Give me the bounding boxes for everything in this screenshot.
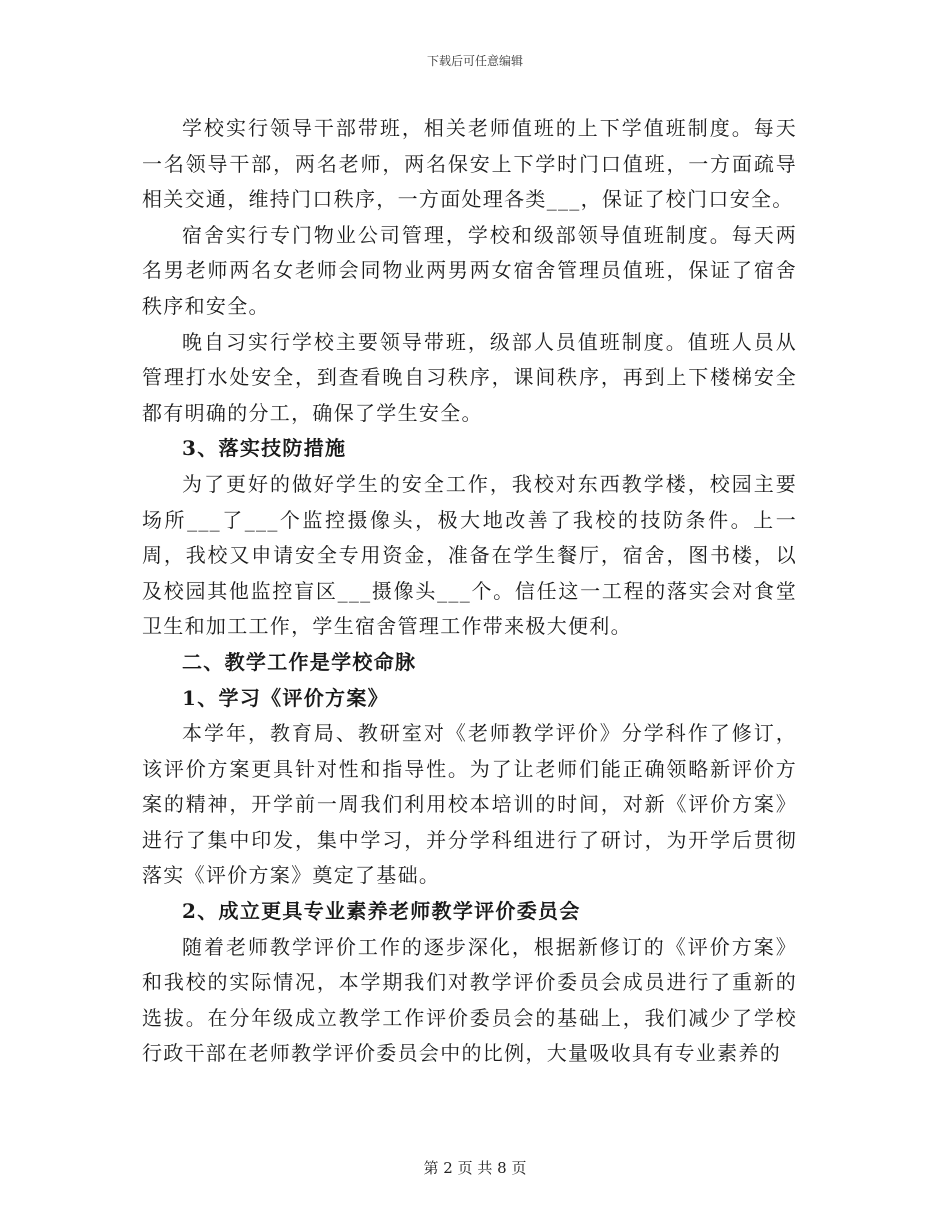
page-number: 第 2 页 共 8 页 xyxy=(423,1159,527,1177)
paragraph-duty-gate: 学校实行领导干部带班，相关老师值班的上下学值班制度。每天一名领导干部，两名老师，两名保安上下学时门口值班，一方面疏导相关交通，维持门口秩序，一方面处理各类___，保证了校门口安全。 xyxy=(142,116,797,212)
paragraph-evaluation-committee: 随着老师教学评价工作的逐步深化，根据新修订的《评价方案》和我校的实际情况，本学期我们对教学评价委员会成员进行了重新的选拔。在分年级成立教学工作评价委员会的基础上，我们减少了学校行政干部在老师教学评价委员会中的比例，大量吸收具有专业素养的 xyxy=(142,934,797,1066)
page-header-note: 下载后可任意编辑 xyxy=(426,54,523,68)
heading-teaching-work: 二、教学工作是学校命脉 xyxy=(182,649,417,674)
heading-evaluation-committee: 2、成立更具专业素养老师教学评价委员会 xyxy=(182,899,581,924)
paragraph-evening-study: 晚自习实行学校主要领导带班，级部人员值班制度。值班人员从管理打水处安全，到查看晚自习秩序，课间秩序，再到上下楼梯安全都有明确的分工，确保了学生安全。 xyxy=(142,329,797,425)
paragraph-cameras: 为了更好的做好学生的安全工作，我校对东西教学楼，校园主要场所___了___个监控摄像头，极大地改善了我校的技防条件。上一周，我校又申请安全专用资金，准备在学生餐厅，宿舍，图书楼，以及校园其他监控盲区___摄像头___个。信任这一工程的落实会对食堂卫生和加工工作，学生宿舍管理工作带来极大便利。 xyxy=(142,471,797,639)
document-body xyxy=(142,111,797,1072)
heading-evaluation-plan: 1、学习《评价方案》 xyxy=(182,685,389,710)
heading-tech-prevention: 3、落实技防措施 xyxy=(182,436,347,461)
paragraph-dormitory: 宿舍实行专门物业公司管理，学校和级部领导值班制度。每天两名男老师两名女老师会同物业两男两女宿舍管理员值班，保证了宿舍秩序和安全。 xyxy=(142,222,797,318)
paragraph-evaluation-plan: 本学年，教育局、教研室对《老师教学评价》分学科作了修订，该评价方案更具针对性和指导性。为了让老师们能正确领略新评价方案的精神，开学前一周我们利用校本培训的时间，对新《评价方案》进行了集中印发，集中学习，并分学科组进行了研讨，为开学后贯彻落实《评价方案》奠定了基础。 xyxy=(142,721,797,888)
